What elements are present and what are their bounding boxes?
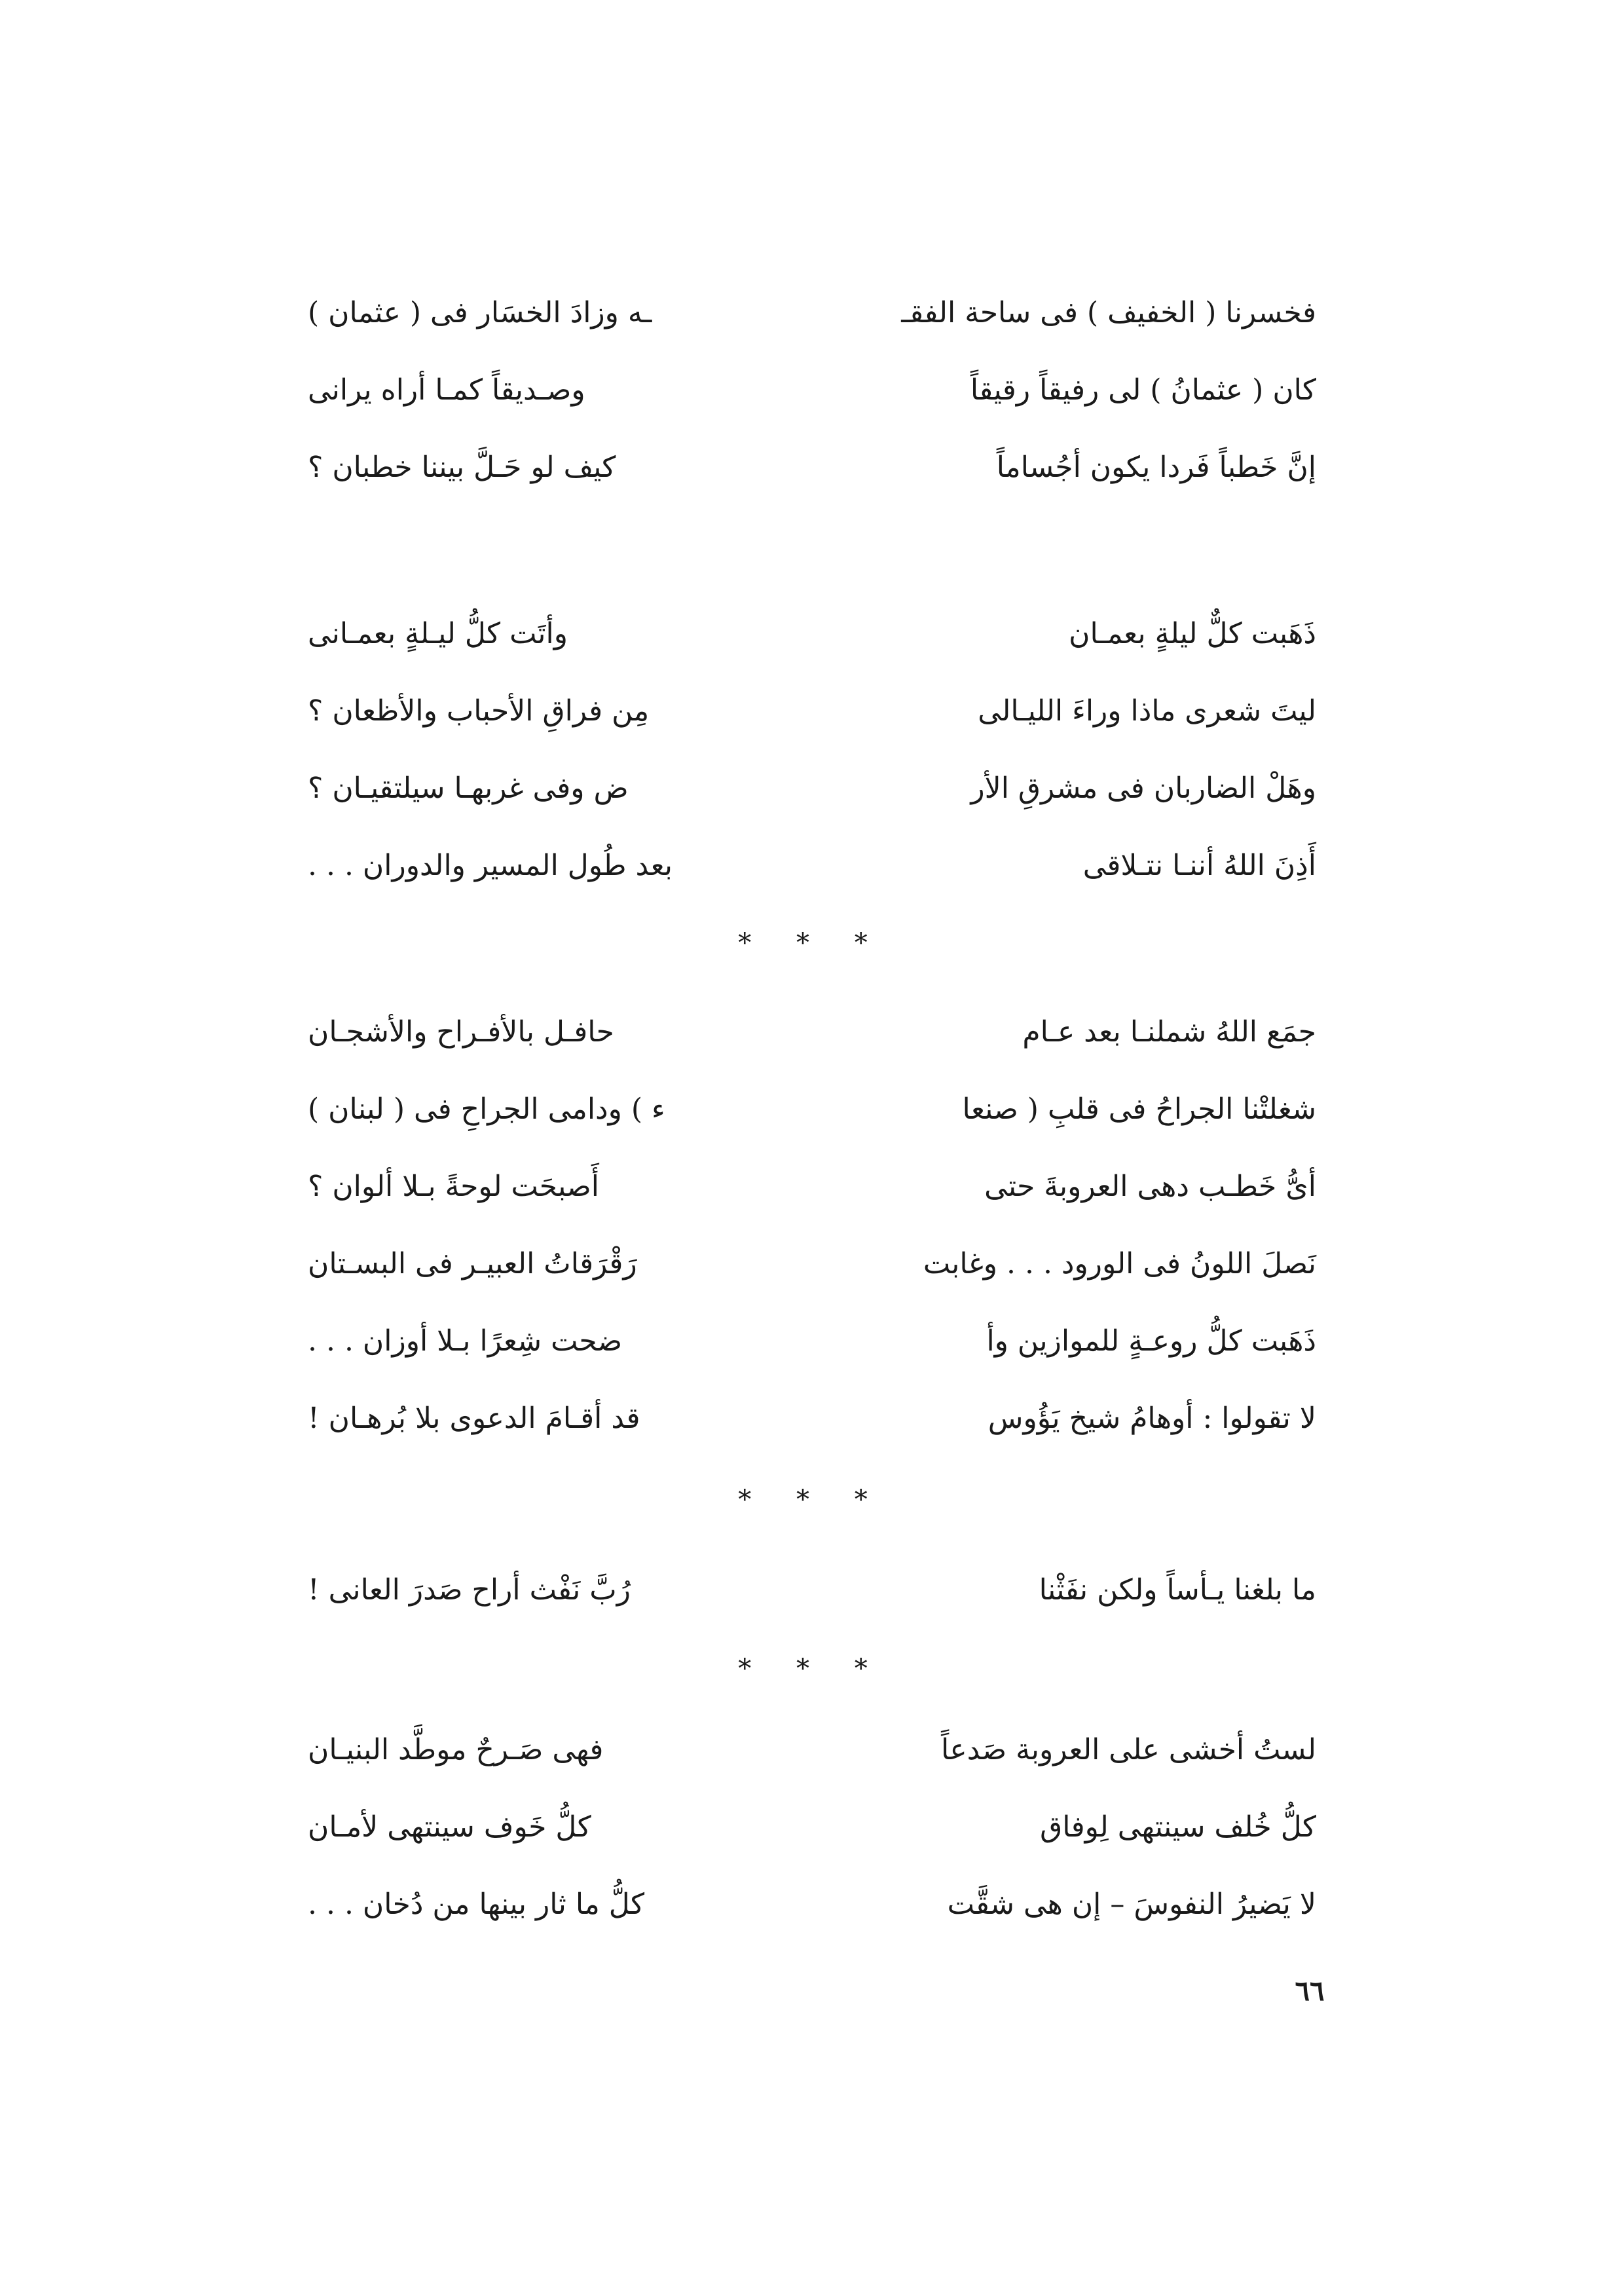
verse-line: [308, 1559, 1316, 1622]
verse-line: [308, 1387, 1316, 1450]
verse-first-hemistich: شغلتْنا الجراحُ فى قلبِ ( صنعا: [962, 1092, 1316, 1126]
verse-second-hemistich: حافـل بالأفـراح والأشجـان: [308, 1015, 614, 1049]
verse-line: [308, 282, 1316, 345]
verse-line: [308, 436, 1316, 499]
verse-first-hemistich: إنَّ خَطباً فَردا يكون أجُساماً: [996, 451, 1316, 484]
verse-line: [308, 1001, 1316, 1064]
verse-line: [308, 1310, 1316, 1373]
verse-first-hemistich: لا يَضيرُ النفوسَ – إن هى شقَّت: [947, 1888, 1316, 1921]
verse-line: [308, 1233, 1316, 1296]
verse-line: [308, 834, 1316, 897]
verse-line: [308, 1719, 1316, 1782]
verse-first-hemistich: أىُّ خَطـب دهى العروبةَ حتى: [984, 1170, 1316, 1203]
verse-second-hemistich: ء ) ودامى الجراحِ فى ( لبنان ): [308, 1092, 665, 1126]
verse-second-hemistich: كلُّ خَوف سينتهى لأمـان: [308, 1810, 591, 1844]
verse-first-hemistich: كان ( عثمانُ ) لى رفيقاً رقيقاً: [970, 373, 1316, 407]
verse-first-hemistich: فخسرنا ( الخفيف ) فى ساحة الفقـ: [901, 296, 1316, 329]
verse-first-hemistich: نَصلَ اللونُ فى الورود . . . وغابت: [923, 1247, 1316, 1280]
verse-second-hemistich: فهى صَـرحٌ موطَّد البنيـان: [308, 1733, 604, 1766]
verse-second-hemistich: ض وفى غربهـا سيلتقيـان ؟: [308, 772, 629, 805]
verse-first-hemistich: ذَهَبت كلٌّ ليلةٍ بعمـان: [1069, 617, 1316, 650]
verse-first-hemistich: ليتَ شعرى ماذا وراءَ الليـالى: [978, 694, 1316, 728]
verse-line: [308, 1078, 1316, 1141]
verse-line: [308, 603, 1316, 665]
verse-line: [308, 1155, 1316, 1218]
verse-line: [308, 359, 1316, 422]
verse-second-hemistich: مِن فراقِ الأحباب والأظعان ؟: [308, 694, 650, 728]
verse-line: [308, 680, 1316, 743]
verse-line: [308, 757, 1316, 820]
verse-second-hemistich: وأتَت كلُّ ليـلةٍ بعمـانى: [308, 617, 568, 650]
verse-first-hemistich: وهَلْ الضاربان فى مشرقِ الأر: [970, 772, 1316, 805]
verse-first-hemistich: ذَهَبت كلُّ روعـةٍ للموازين وأ: [986, 1324, 1316, 1358]
verse-second-hemistich: بعد طُول المسير والدوران . . .: [308, 849, 673, 882]
verse-first-hemistich: كلُّ خُلف سينتهى لِوفاق: [1040, 1810, 1316, 1844]
verse-second-hemistich: رَقْرَقاتُ العبيـر فى البسـتان: [308, 1247, 637, 1280]
verse-line: [308, 1873, 1316, 1936]
verse-second-hemistich: أَصبحَت لوحةً بـلا ألوان ؟: [308, 1170, 599, 1203]
verse-second-hemistich: رُبَّ نَفْث أراح صَدرَ العانى !: [308, 1573, 631, 1607]
stanza-separator: * * *: [738, 1485, 886, 1515]
verse-first-hemistich: لستُ أخشى على العروبة صَدعاً: [941, 1733, 1316, 1766]
verse-line: [308, 1796, 1316, 1859]
verse-second-hemistich: ضحت شِعرًا بـلا أوزان . . .: [308, 1324, 623, 1358]
verse-second-hemistich: قد أقـامَ الدعوى بلا بُرهـان !: [308, 1402, 640, 1435]
verse-second-hemistich: وصـديقاً كمـا أراه يرانى: [308, 373, 585, 407]
stanza-separator: * * *: [738, 1654, 886, 1684]
verse-first-hemistich: لا تقولوا : أوهامُ شيخ يَؤُوس: [987, 1402, 1316, 1435]
stanza-separator: * * *: [738, 928, 886, 958]
page-number: ٦٦: [1295, 1975, 1325, 2007]
verse-second-hemistich: كلُّ ما ثار بينها من دُخان . . .: [308, 1888, 645, 1921]
verse-first-hemistich: جمَع اللهُ شملنـا بعد عـام: [1022, 1015, 1316, 1049]
verse-second-hemistich: كيف لو حَـلَّ بيننا خطبان ؟: [308, 451, 616, 484]
verse-second-hemistich: ـه وزادَ الخسَار فى ( عثمان ): [308, 296, 652, 329]
verse-first-hemistich: ما بلغنا يـأساً ولكن نفَثْنا: [1039, 1573, 1316, 1607]
verse-first-hemistich: أَذِنَ اللهُ أننـا نتـلاقى: [1082, 849, 1316, 882]
